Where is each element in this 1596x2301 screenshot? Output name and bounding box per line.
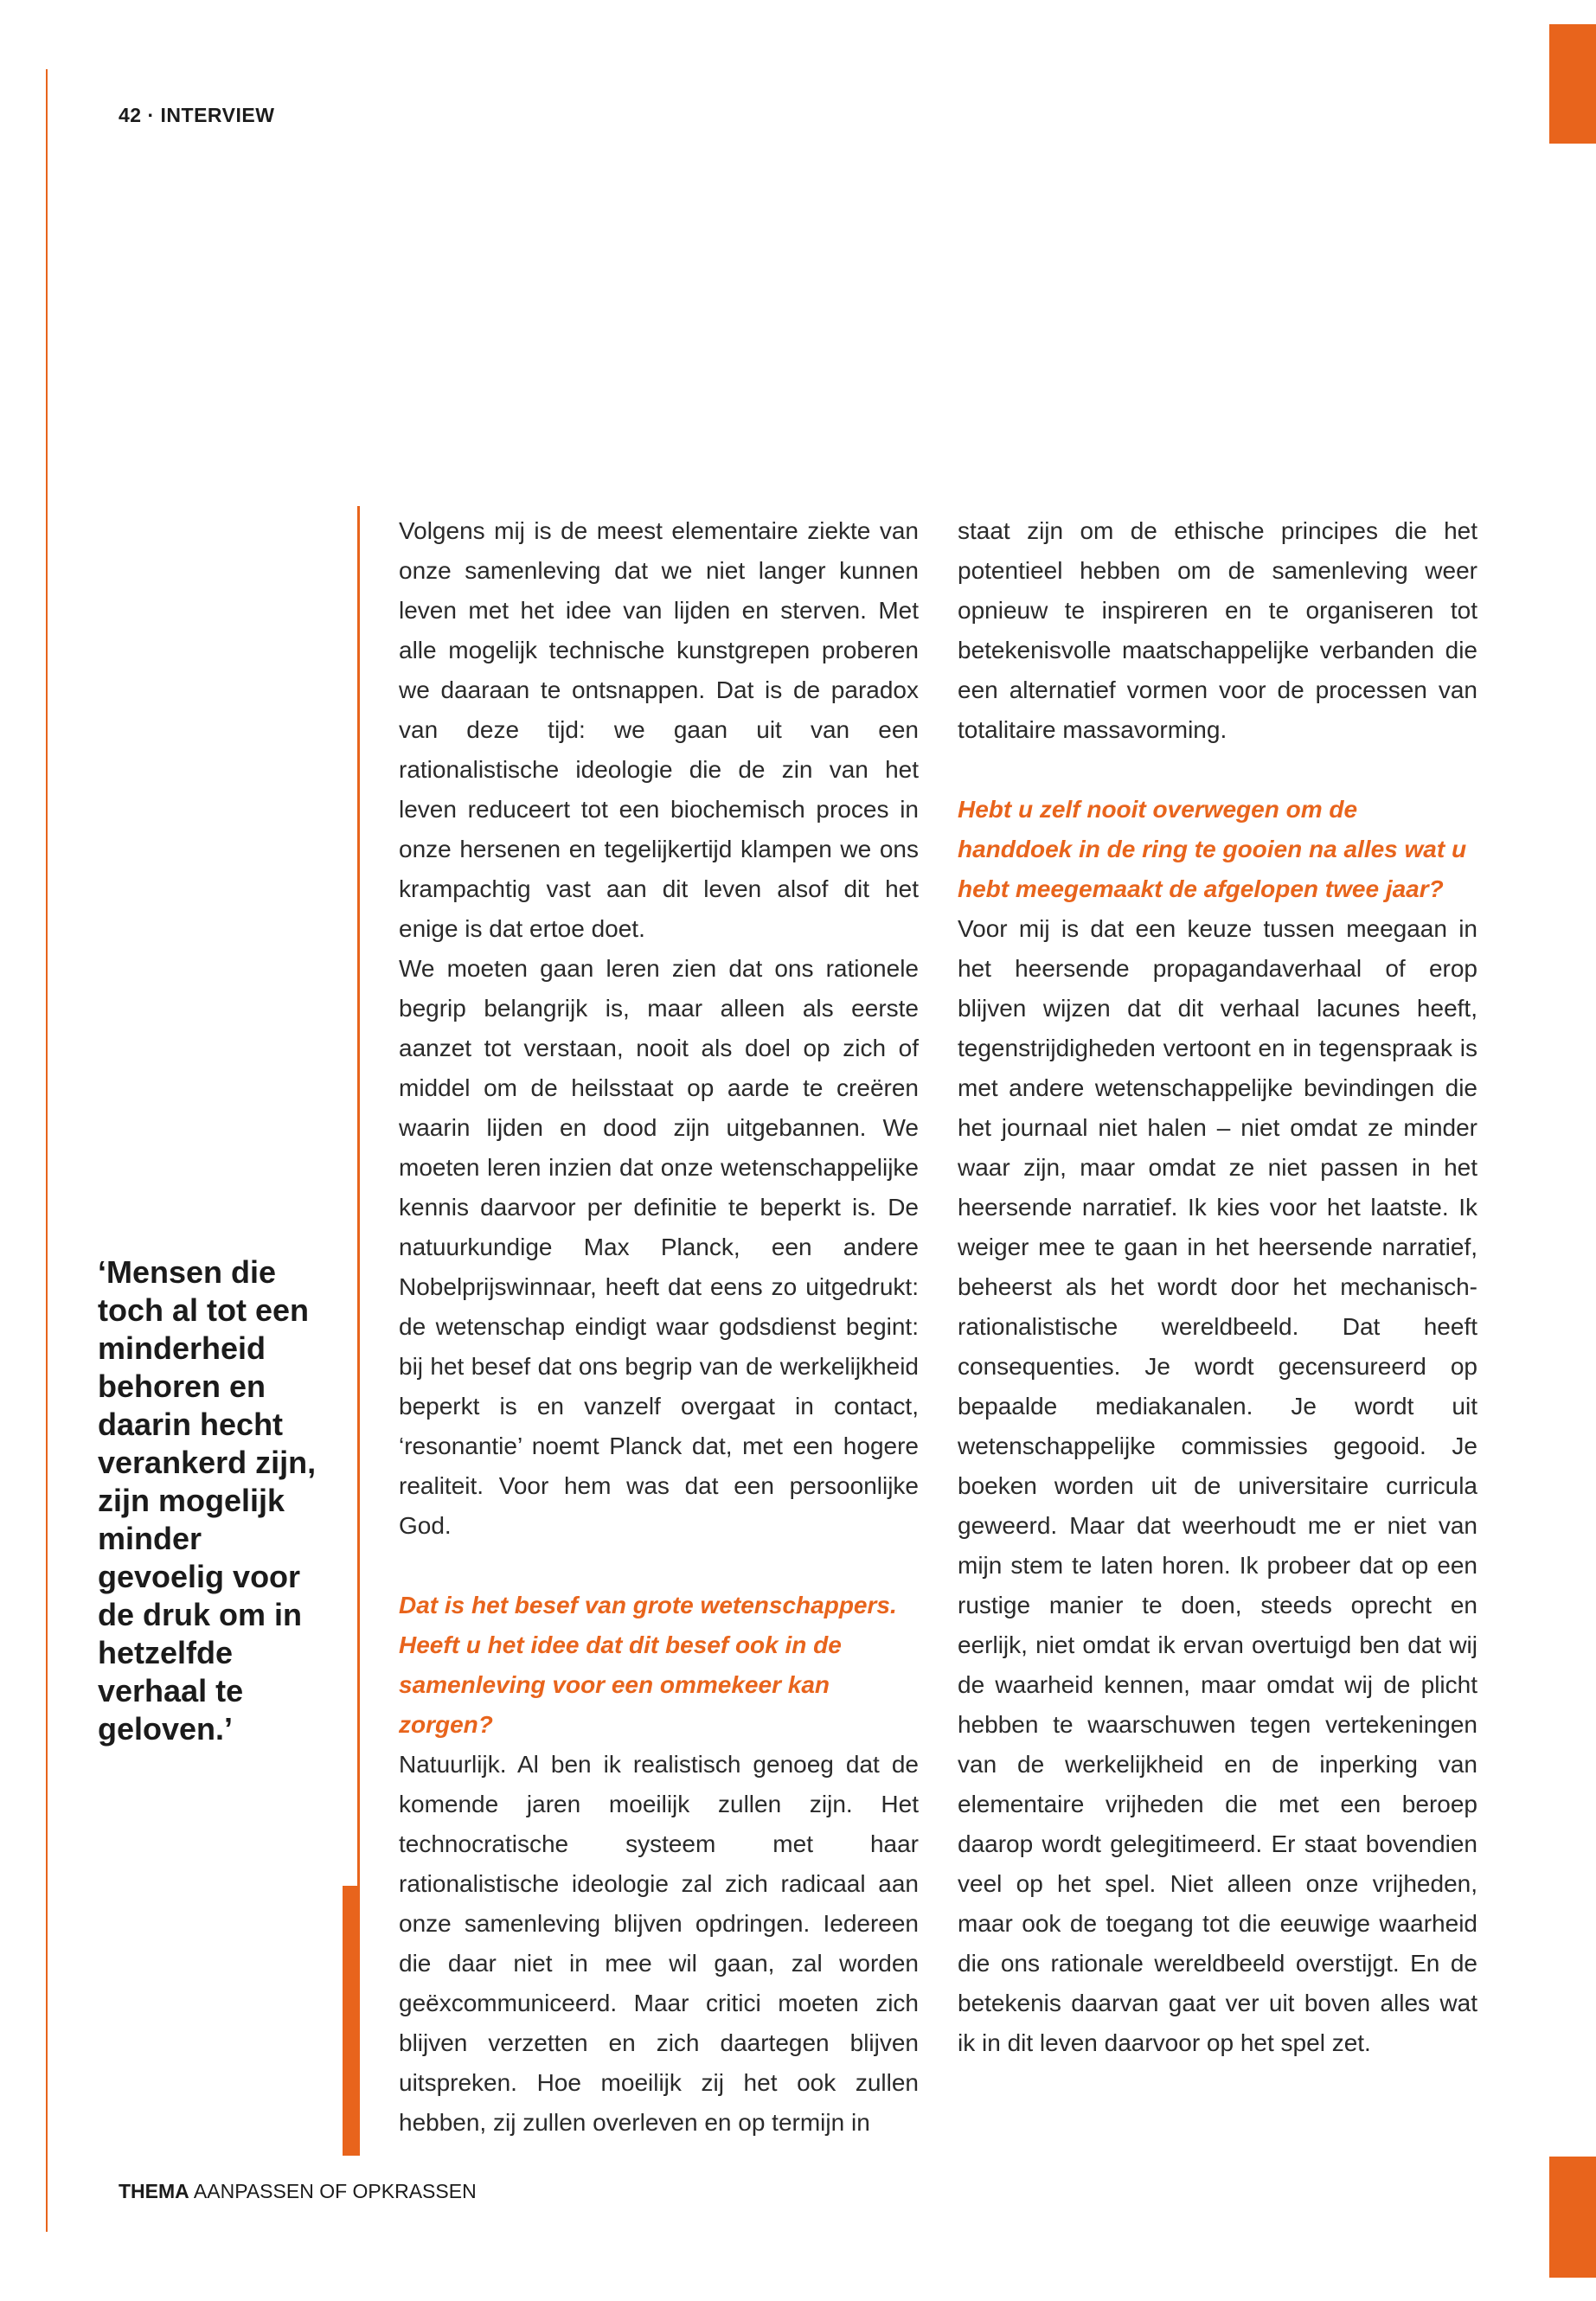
interview-question: Dat is het besef van grote wetenschappers. Heeft u het idee dat dit besef ook in de samenleving voor een ommekeer kan zorgen?: [399, 1592, 897, 1738]
page-edge-tab-top: [1549, 24, 1596, 144]
paragraph: Volgens mij is de meest elementaire ziekte van onze samenleving dat we niet langer kunnen leven met het idee van lijden en sterven. Met alle mogelijk technische kunstgrepen proberen we daaraan te ontsnappen. Dat is de paradox van deze tijd: we gaan uit van een rationalistische ideologie die de zin van het leven reduceert tot een biochemisch proces in onze hersenen en tegelijkertijd klampen we ons krampachtig vast aan dit leven alsof dit het enige is dat ertoe doet.: [399, 517, 919, 942]
column-divider: [357, 506, 360, 1886]
paragraph: staat zijn om de ethische principes die het potentieel hebben om de samenleving weer opnieuw te inspireren en te organiseren tot betekenisvolle maatschappelijke verbanden die een alternatief vormen voor de processen van totalitaire massavorming.: [958, 517, 1477, 743]
margin-rule: [46, 69, 48, 2232]
paragraph: We moeten gaan leren zien dat ons rationele begrip belangrijk is, maar alleen als eerste aanzet tot verstaan, nooit als doel op zich of middel om de heilsstaat op aarde te creëren waarin lijden en dood zijn uitgebannen. We moeten leren inzien dat onze wetenschappelijke kennis daarvoor per definitie te beperkt is. De natuurkundige Max Planck, een andere Nobelprijswinnaar, heeft dat eens zo uitgedrukt: de wetenschap eindigt waar godsdienst begint: bij het besef dat ons begrip van de werkelijkheid beperkt is en vanzelf overgaat in contact, ‘resonantie’ noemt Planck dat, met een hogere realiteit. Voor hem was dat een persoonlijke God.: [399, 955, 919, 1539]
running-header: [119, 104, 274, 127]
interview-question: Hebt u zelf nooit overwegen om de handdoek in de ring te gooien na alles wat u hebt meegemaakt de afgelopen twee jaar?: [958, 796, 1467, 902]
paragraph: Natuurlijk. Al ben ik realistisch genoeg dat de komende jaren moeilijk zullen zijn. Het technocratische systeem met haar rationalistische ideologie zal zich radicaal aan onze samenleving blijven opdringen. Iedereen die daar niet in mee wil gaan, zal worden geëxcommuniceerd. Maar critici moeten zich blijven verzetten en zich daartegen blijven uitspreken. Hoe moeilijk zij het ook zullen hebben, zij zullen overleven en op termijn in: [399, 1751, 919, 2136]
column-divider-accent: [343, 1886, 360, 2156]
section-label: INTERVIEW: [160, 104, 275, 126]
theme-label: THEMA: [119, 2180, 189, 2202]
article-column-left: [399, 511, 919, 2143]
header-separator: ·: [147, 104, 155, 126]
theme-title: AANPASSEN OF OPKRASSEN: [193, 2180, 477, 2202]
article-column-right: [958, 511, 1477, 2063]
pull-quote: ‘Mensen die toch al tot een minderheid behoren en daarin hecht verankerd zijn, zijn mogelijk minder gevoelig voor de druk om in hetzelfde verhaal te geloven.’: [98, 1254, 317, 1747]
paragraph: Voor mij is dat een keuze tussen meegaan in het heersende propagandaverhaal of erop blijven wijzen dat dit verhaal lacunes heeft, tegenstrijdigheden vertoont en in tegenspraak is met andere wetenschappelijke bevindingen die het journaal niet halen – niet omdat ze minder waar zijn, maar omdat ze niet passen in het heersende narratief. Ik kies voor het laatste. Ik weiger mee te gaan in het heersende narratief, beheerst als het wordt door het mechanisch-rationalistische wereldbeeld. Dat heeft consequenties. Je wordt gecensureerd op bepaalde mediakanalen. Je wordt uit wetenschappelijke commissies gegooid. Je boeken worden uit de universitaire curricula geweerd. Maar dat weerhoudt me er niet van mijn stem te laten horen. Ik probeer dat op een rustige manier te doen, steeds oprecht en eerlijk, niet omdat ik ervan overtuigd ben dat wij de waarheid kennen, maar omdat wij de plicht hebben te waarschuwen tegen vertekeningen van de werkelijkheid en de inperking van elementaire vrijheden die met een beroep daarop wordt gelegitimeerd. Er staat bovendien veel op het spel. Niet alleen onze vrijheden, maar ook de toegang tot die eeuwige waarheid die ons rationale wereldbeeld overstijgt. En de betekenis daarvan gaat ver uit boven alles wat ik in dit leven daarvoor op het spel zet.: [958, 915, 1477, 2056]
page-number: 42: [119, 104, 142, 126]
running-footer: [119, 2180, 477, 2203]
page-edge-tab-bottom: [1549, 2157, 1596, 2278]
